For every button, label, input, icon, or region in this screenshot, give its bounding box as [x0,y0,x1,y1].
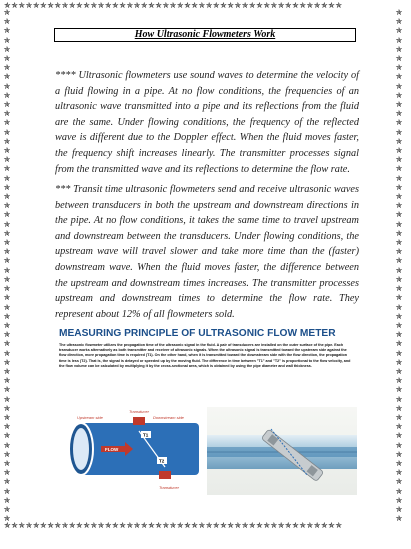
star-border-bottom: ✯✯✯✯✯✯✯✯✯✯✯✯✯✯✯✯✯✯✯✯✯✯✯✯✯✯✯✯✯✯✯✯✯✯✯✯✯✯✯✯✯✯✯✯✯✯✯ [4,521,343,530]
pipe-opening [73,428,89,470]
transducer-bottom [159,471,171,479]
star-border-right: ✯ ✯ ✯ ✯ ✯ ✯ ✯ ✯ ✯ ✯ ✯ ✯ ✯ ✯ ✯ ✯ ✯ ✯ ✯ ✯ ✯ ✯ ✯ ✯ ✯ ✯ ✯ ✯ ✯ ✯ ✯ ✯ ✯ ✯ ✯ ✯ ✯ ✯ ✯ ✯ ✯ ✯ ✯ ✯ ✯ ✯ ✯ ✯ ✯ ✯ ✯ ✯ ✯ ✯ ✯ ✯ [395,8,403,524]
infographic [55,327,359,511]
transducer-top-label: Transducer [129,409,149,414]
flowmeter-photo [207,407,357,495]
star-border-top: ✯✯✯✯✯✯✯✯✯✯✯✯✯✯✯✯✯✯✯✯✯✯✯✯✯✯✯✯✯✯✯✯✯✯✯✯✯✯✯✯✯✯✯✯✯✯✯ [4,1,343,10]
flow-label: FLOW [105,447,119,452]
star-border-left: ✯ ✯ ✯ ✯ ✯ ✯ ✯ ✯ ✯ ✯ ✯ ✯ ✯ ✯ ✯ ✯ ✯ ✯ ✯ ✯ ✯ ✯ ✯ ✯ ✯ ✯ ✯ ✯ ✯ ✯ ✯ ✯ ✯ ✯ ✯ ✯ ✯ ✯ ✯ ✯ ✯ ✯ ✯ ✯ ✯ ✯ ✯ ✯ ✯ ✯ ✯ ✯ ✯ ✯ ✯ ✯ [3,8,11,524]
upstream-label: Upstream side [77,415,103,420]
pipe-diagram [61,405,211,497]
t2-label: T2 [159,458,165,464]
infographic-title: MEASURING PRINCIPLE OF ULTRASONIC FLOW METER [59,328,336,339]
document-title: How Ultrasonic Flowmeters Work [54,28,356,42]
flowmeter-photo-art [207,407,357,495]
transducer-top [133,417,145,425]
t1-label: T1 [143,432,149,438]
pipe-body [81,423,199,475]
infographic-text: The ultrasonic flowmeter utilizes the propagation time of the ultrasonic signal in the fluid. A pair of transducers are installed on the outer surface of the pipe. Each transducer works alternatively as both transmitter and receiver of ultrasonic signals. When the ultrasonic signal is transmitted toward the upstream side against the flow direction, more propagation time is required (T1). On the other hand, when it is transmitted toward the downstream side with the flow direction, the propagation time is less (T2). That is, the signal is delayed or speeded up by the moving fluid. The difference in time between "T1" and "T2" is proportional to the flow velocity, and the flow volume can be calculated by multiplying it by the cross-sectional area, which is obtained by using the pipe diameter and wall thickness. [59,343,351,368]
paragraph-doppler: **** Ultrasonic flowmeters use sound waves to determine the velocity of a fluid flowing in a pipe. At no flow conditions, the frequencies of an ultrasonic wave transmitted into a pipe and its reflections from the fluid are the same. Under flowing conditions, the frequency of the reflected wave is different due to the Doppler effect. When the fluid moves faster, the frequency shift increases linearly. The transmitter processes signal from the transmitted wave and its reflections to determine the flow rate. [55,70,359,175]
transducer-bottom-label: Transducer [159,485,179,490]
paragraph-transit-time: *** Transit time ultrasonic flowmeters send and receive ultrasonic waves between transducers in both the upstream and downstream directions in the pipe. At no flow conditions, it takes the same time to travel upstream and downstream between the transducers. Under flowing conditions, the upstream wave will travel slower and take more time than the (faster) downstream wave. When the fluid moves faster, the difference between the upstream and downstream times increases. The transmitter processes upstream and downstream times to determine the flow rate. They represent about 12% of all flowmeters sold. [55,184,359,320]
downstream-label: Downstream side [153,415,184,420]
